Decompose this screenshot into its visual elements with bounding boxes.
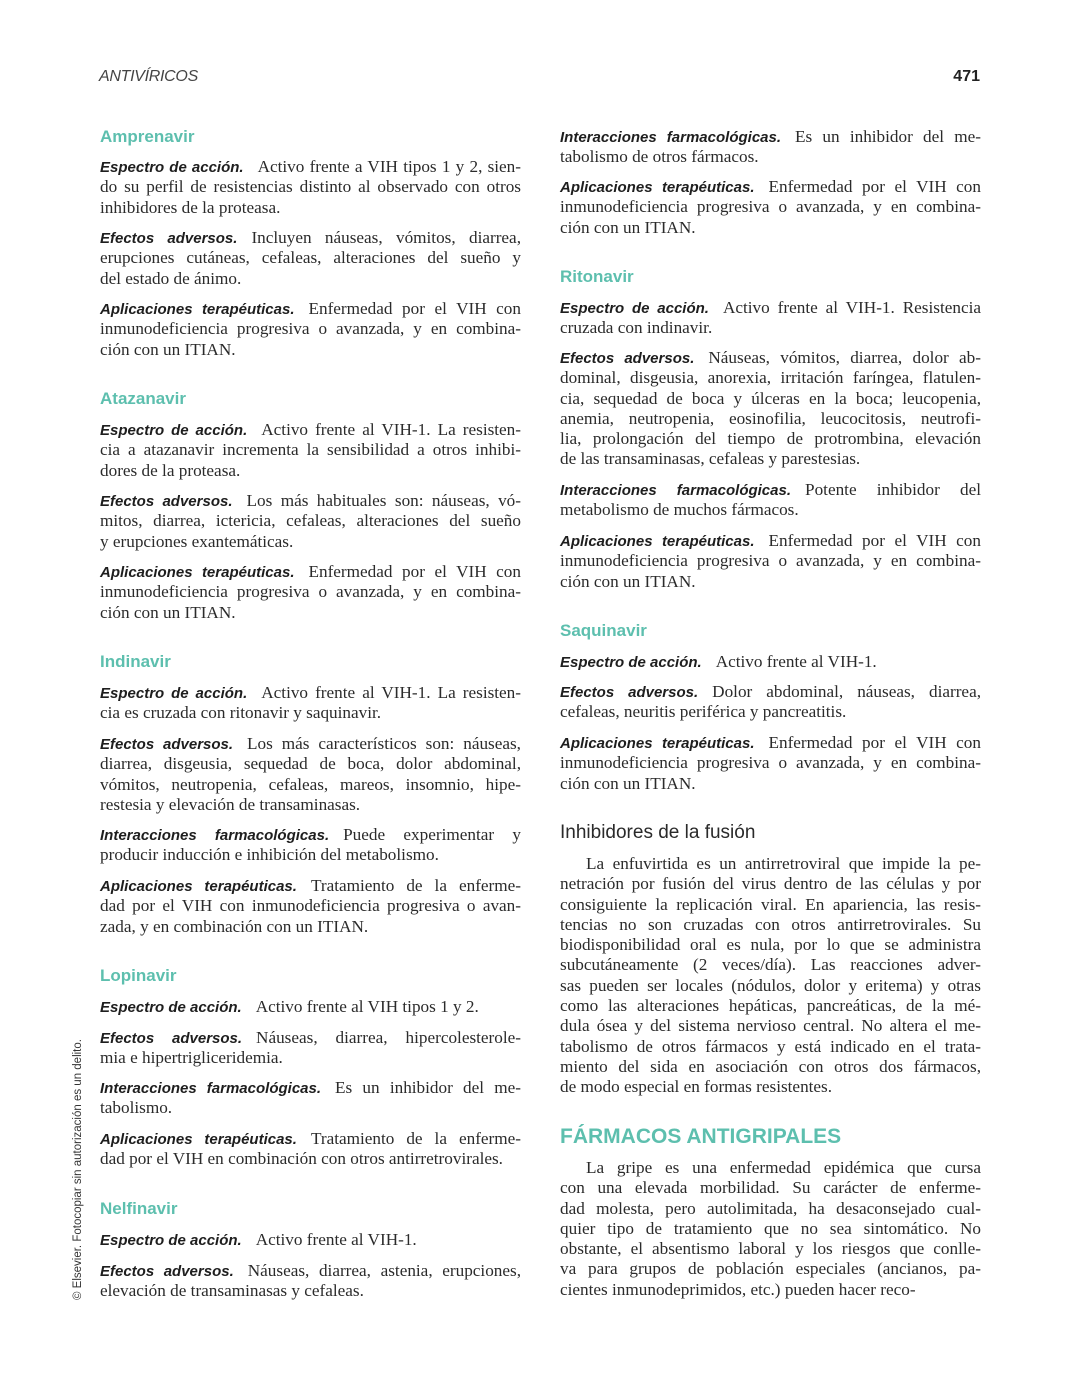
drug-property-entry [100,1230,521,1250]
text-line: ción con un ITIAN. [560,571,696,591]
entry-text: Activo frente al VIH-1. [255,1230,417,1249]
entry-text: Activo frente al VIH-1. [715,652,877,671]
text-line: mia e hipertrigliceridemia. [100,1048,283,1068]
body-paragraph [560,854,981,1098]
drug-property-entry [560,298,981,339]
text-line: zada, y en combinación con un ITIAN. [100,916,369,936]
text-line: y erupciones exantemáticas. [100,531,294,551]
text-line [100,1129,521,1149]
entry-label: Interacciones farmacológicas. [560,482,792,499]
text-line: netración por fusión del virus dentro de las células y por [560,874,981,894]
drug-property-entry [100,1078,521,1119]
running-head: ANTIVÍRICOS [99,68,198,85]
entry-label: Aplicaciones terapéuticas. [560,179,755,196]
entry-label: Espectro de acción. [100,159,244,176]
entry-label: Aplicaciones terapéuticas. [100,878,297,895]
drug-property-entry [560,177,981,238]
text-line: tencias no son cruzadas con otros antirretrovirales. Su [560,914,981,934]
entry-label: Efectos adversos. [560,684,699,701]
text-line: tabolismo. [100,1098,173,1118]
text-line [100,1230,521,1250]
entry-text: Puede experimentar y [343,825,521,844]
text-line: ción con un ITIAN. [100,602,236,622]
entry-label: Espectro de acción. [100,685,248,702]
text-line [100,683,521,703]
text-line [100,825,521,845]
drug-property-entry [560,652,981,672]
text-line: lia, prolongación del tiempo de protrombina, elevación [560,429,981,449]
text-line: sas pueden ser locales (nódulos, dolor y eritema) y otras [560,975,981,995]
body-paragraph [560,1158,981,1300]
drug-property-entry [100,876,521,937]
text-line [560,733,981,753]
entry-text: Enfermedad por el VIH con [308,299,521,318]
text-line: dad por el VIH en combinación con otros antirretrovirales. [100,1149,503,1169]
entry-text: Incluyen náuseas, vómitos, diarrea, [251,228,521,247]
text-line [560,652,981,672]
entry-text: Náuseas, diarrea, hipercolesterole- [256,1028,521,1047]
entry-label: Aplicaciones terapéuticas. [100,301,295,318]
drug-heading: Ritonavir [560,267,634,286]
text-line [100,299,521,319]
text-line: quier tipo de tratamiento que no sea sintomático. No [560,1218,981,1238]
text-line: cefaleas, neuritis periférica y pancreatitis. [560,702,847,722]
entry-text: Tratamiento de la enferme- [310,1129,521,1148]
drug-heading: Saquinavir [560,621,647,640]
text-line [100,1261,521,1281]
text-line [100,491,521,511]
text-line: inmunodeficiencia progresiva o avanzada, y en combina- [560,753,981,773]
drug-property-entry [560,480,981,521]
text-line: mitos, diarrea, ictericia, cefaleas, alteraciones del sueño [100,511,521,531]
entry-text: Es un inhibidor del me- [795,127,981,146]
entry-text: Dolor abdominal, náuseas, diarrea, [712,682,981,701]
text-line: dad molesta, pero autolimitada, ha desaconsejado cual- [560,1198,981,1218]
entry-text: Enfermedad por el VIH con [768,733,981,752]
text-line: inmunodeficiencia progresiva o avanzada, y en combina- [100,582,521,602]
entry-text: Los más característicos son: náuseas, [247,734,521,753]
text-line [560,480,981,500]
drug-property-entry [100,1129,521,1170]
entry-text: Activo frente al VIH tipos 1 y 2. [255,997,479,1016]
text-line: cia, sequedad de boca y úlceras en la boca; leucopenia, [560,388,981,408]
entry-label: Interacciones farmacológicas. [100,827,330,844]
entry-text: Activo frente a VIH tipos 1 y 2, sien- [257,157,521,176]
text-line [100,420,521,440]
text-line: ción con un ITIAN. [560,217,696,237]
drug-heading: Amprenavir [100,127,195,146]
text-line: de modo especial en formas resistentes. [560,1077,833,1097]
drug-heading: Atazanavir [100,389,186,408]
text-line: producir inducción e inhibición del metabolismo. [100,845,439,865]
text-line: tabolismo de otros fármacos y está indicado en el trata- [560,1036,981,1056]
text-line [560,177,981,197]
text-line: miento del sida en asociación con otros dos fármacos, [560,1056,981,1076]
text-line: inhibidores de la proteasa. [100,197,281,217]
entry-label: Efectos adversos. [100,493,233,510]
text-line: consiguiente la replicación viral. En apariencia, las resis- [560,894,981,914]
entry-label: Espectro de acción. [100,1232,242,1249]
text-line [100,997,521,1017]
drug-property-entry [100,491,521,552]
text-line: como las alteraciones hepáticas, pancreáticas, de la mé- [560,996,981,1016]
text-line [100,876,521,896]
entry-label: Efectos adversos. [100,230,238,247]
text-line [560,298,981,318]
drug-property-entry [100,299,521,360]
text-line: subcutáneamente (2 veces/día). Las reacciones adver- [560,955,981,975]
entry-label: Interacciones farmacológicas. [100,1080,322,1097]
text-line: inmunodeficiencia progresiva o avanzada, y en combina- [560,551,981,571]
entry-label: Espectro de acción. [560,654,702,671]
drug-property-entry [100,562,521,623]
text-line: cruzada con indinavir. [560,318,713,338]
drug-property-entry [100,1028,521,1069]
text-line: metabolismo de muchos fármacos. [560,500,799,520]
text-line: dad por el VIH con inmunodeficiencia progresiva o avan- [100,896,521,916]
text-line: ción con un ITIAN. [560,773,696,793]
text-line [560,127,981,147]
text-line [100,228,521,248]
text-line: cientes inmunodeprimidos, etc.) pueden hacer reco- [560,1279,916,1299]
section-heading: FÁRMACOS ANTIGRIPALES [560,1125,842,1148]
drug-property-entry [100,734,521,815]
entry-label: Aplicaciones terapéuticas. [560,735,755,752]
entry-label: Efectos adversos. [100,736,234,753]
entry-text: Enfermedad por el VIH con [768,531,981,550]
text-line: do su perfil de resistencias distinto al observado con otros [100,177,521,197]
drug-property-entry [560,682,981,723]
section-subheading: Inhibidores de la fusión [560,822,756,843]
text-line [560,531,981,551]
entry-text: Los más habituales son: náuseas, vó- [246,491,521,510]
page-number: 471 [953,68,980,85]
text-line: va para grupos de población especiales (ancianos, pa- [560,1259,981,1279]
text-line: elevación de transaminasas y cefaleas. [100,1281,364,1301]
drug-property-entry [100,157,521,218]
text-line [100,1078,521,1098]
text-line: inmunodeficiencia progresiva o avanzada, y en combina- [560,197,981,217]
text-line: La gripe es una enfermedad epidémica que cursa [586,1158,981,1177]
drug-heading: Nelfinavir [100,1199,178,1218]
text-line: del estado de ánimo. [100,268,242,288]
text-line [100,1028,521,1048]
text-line: inmunodeficiencia progresiva o avanzada, y en combina- [100,319,521,339]
entry-text: Náuseas, diarrea, astenia, erupciones, [247,1261,521,1280]
text-line: ción con un ITIAN. [100,339,236,359]
drug-property-entry [560,348,981,470]
text-line: biodisponibilidad oral es nula, por lo que se administra [560,935,981,955]
entry-label: Aplicaciones terapéuticas. [100,564,295,581]
text-line: con una elevada morbilidad. Su carácter de enferme- [560,1178,981,1198]
drug-property-entry [100,997,521,1017]
entry-text: Enfermedad por el VIH con [768,177,981,196]
entry-text: Es un inhibidor del me- [335,1078,521,1097]
text-line: de las transaminasas, cefaleas y parestesias. [560,449,861,469]
copyright-notice: © Elsevier. Fotocopiar sin autorización es un delito. [72,1039,84,1300]
text-line: cia a atazanavir incrementa la sensibilidad a otros inhibi- [100,440,521,460]
text-line: erupciones cutáneas, cefaleas, alteraciones del sueño y [100,248,521,268]
drug-property-entry [100,228,521,289]
text-line: dominal, disgeusia, anorexia, irritación faríngea, flatulen- [560,368,981,388]
text-line: obstante, el absentismo laboral y los riesgos que conlle- [560,1239,981,1259]
entry-text: Tratamiento de la enferme- [310,876,521,895]
text-line: dores de la proteasa. [100,460,241,480]
entry-label: Efectos adversos. [100,1030,243,1047]
entry-text: Potente inhibidor del [805,480,982,499]
entry-text: Náuseas, vómitos, diarrea, dolor ab- [708,348,981,367]
text-line: diarrea, disgeusia, sequedad de boca, dolor abdominal, [100,754,521,774]
entry-label: Aplicaciones terapéuticas. [100,1131,297,1148]
entry-label: Efectos adversos. [560,350,695,367]
drug-property-entry [560,531,981,592]
drug-heading: Indinavir [100,652,171,671]
entry-label: Espectro de acción. [100,999,242,1016]
text-line: tabolismo de otros fármacos. [560,147,759,167]
text-line: anemia, neutropenia, eosinofilia, leucocitosis, neutrofi- [560,408,981,428]
drug-heading: Lopinavir [100,966,177,985]
entry-text: Activo frente al VIH-1. Resistencia [722,298,981,317]
text-line: vómitos, neutropenia, cefaleas, mareos, insomnio, hipe- [100,774,521,794]
entry-label: Aplicaciones terapéuticas. [560,533,755,550]
drug-property-entry [100,1261,521,1302]
text-line [100,734,521,754]
text-line: restesia y elevación de transaminasas. [100,794,361,814]
entry-label: Interacciones farmacológicas. [560,129,782,146]
drug-property-entry [100,825,521,866]
text-line: La enfuvirtida es un antirretroviral que impide la pe- [586,854,981,873]
text-line: dula ósea y del sistema nervioso central. No altera el me- [560,1016,981,1036]
entry-text: Activo frente al VIH-1. La resisten- [261,420,522,439]
drug-property-entry [100,683,521,724]
drug-property-entry [100,420,521,481]
entry-text: Enfermedad por el VIH con [308,562,521,581]
entry-text: Activo frente al VIH-1. La resisten- [261,683,522,702]
entry-label: Espectro de acción. [560,300,709,317]
text-line [100,562,521,582]
entry-label: Efectos adversos. [100,1263,234,1280]
text-line [560,348,981,368]
drug-property-entry [560,733,981,794]
entry-label: Espectro de acción. [100,422,248,439]
text-line [560,682,981,702]
drug-property-entry [560,127,981,168]
text-line: cia es cruzada con ritonavir y saquinavir. [100,703,382,723]
text-line [100,157,521,177]
